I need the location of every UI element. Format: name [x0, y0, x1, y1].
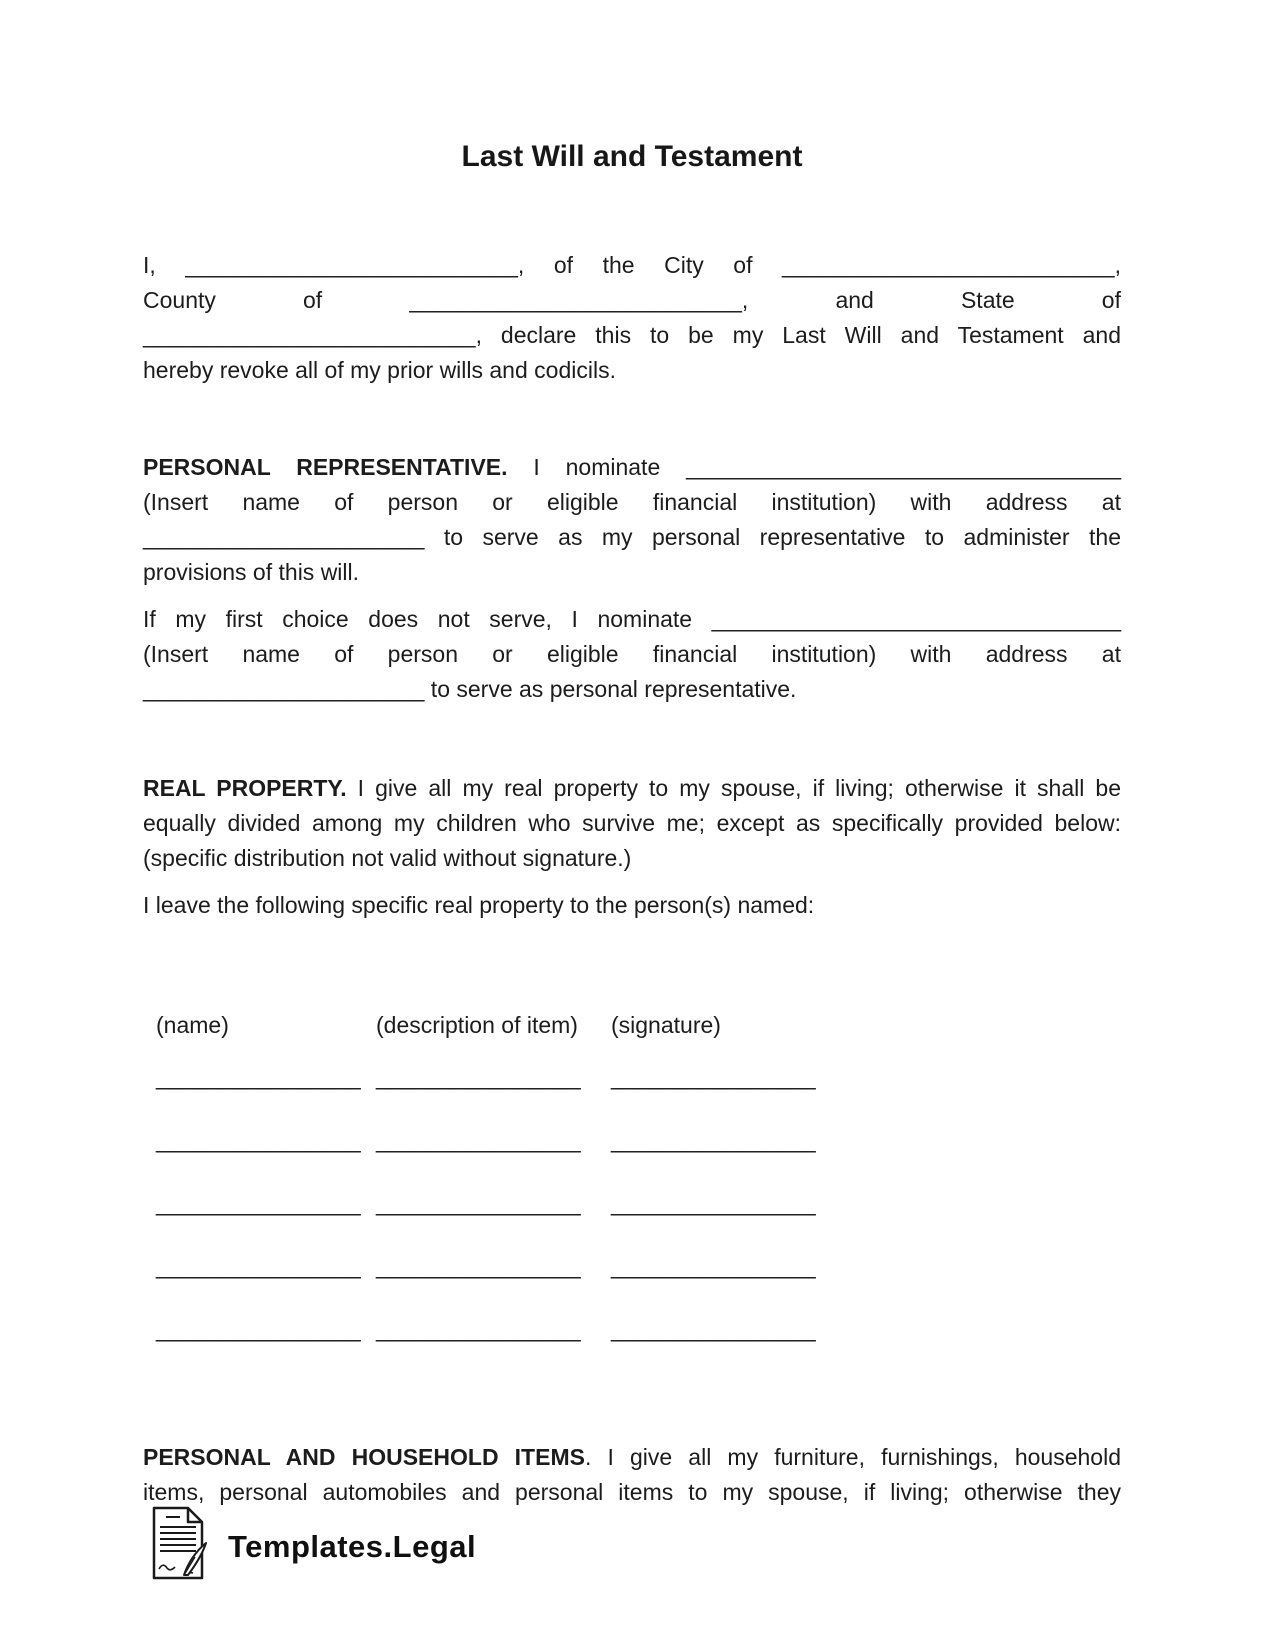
alternate-representative-line-2: (Insert name of person or eligible financial institution) with address at — [143, 641, 1121, 667]
specific-property-lead-in — [143, 888, 1121, 923]
blank-description-field: ________________ — [376, 1316, 581, 1342]
column-header-name: (name) — [156, 1012, 229, 1038]
blank-name-field: ________________ — [156, 1253, 361, 1279]
document-title: Last Will and Testament — [461, 140, 803, 173]
brand-name: Templates.Legal — [228, 1528, 477, 1564]
personal-household-heading: PERSONAL AND HOUSEHOLD ITEMS — [143, 1444, 585, 1470]
real-property-paragraph — [143, 771, 1121, 876]
document-with-pen-icon — [148, 1505, 208, 1588]
specific-property-table-rows — [156, 1060, 1121, 1375]
blank-signature-field: ________________ — [611, 1316, 816, 1342]
intro-paragraph — [143, 248, 1121, 388]
blank-signature-field: ________________ — [611, 1253, 816, 1279]
blank-description-field: ________________ — [376, 1064, 581, 1090]
blank-name-field: ________________ — [156, 1316, 361, 1342]
personal-representative-nominate-text: I nominate __________________________________ — [507, 454, 1122, 480]
specific-property-table-header — [156, 1008, 1121, 1043]
blank-name-field: ________________ — [156, 1064, 361, 1090]
column-header-signature: (signature) — [611, 1012, 721, 1038]
personal-household-line-1 — [143, 1440, 1121, 1475]
real-property-line-3: (specific distribution not valid without signature.) — [143, 845, 632, 871]
blank-signature-field: ________________ — [611, 1127, 816, 1153]
personal-household-items-paragraph — [143, 1440, 1121, 1510]
intro-line-1: I, __________________________, of the City of __________________________, — [143, 252, 1121, 278]
personal-representative-heading: PERSONAL REPRESENTATIVE. — [143, 454, 508, 480]
personal-representative-line-1 — [143, 450, 1121, 485]
personal-representative-paragraph — [143, 450, 1121, 590]
real-property-heading: REAL PROPERTY. — [143, 775, 347, 801]
blank-name-field: ________________ — [156, 1127, 361, 1153]
personal-representative-line-3: ______________________ to serve as my personal representative to administer the — [143, 524, 1121, 550]
alternate-representative-paragraph — [143, 602, 1121, 707]
table-row — [156, 1312, 1121, 1347]
personal-household-line-2: items, personal automobiles and personal items to my spouse, if living; otherwise they — [143, 1479, 1121, 1505]
intro-line-3: __________________________, declare this to be my Last Will and Testament and — [143, 322, 1121, 348]
footer-brand — [148, 1505, 476, 1588]
table-row — [156, 1186, 1121, 1221]
real-property-body-text: I give all my real property to my spouse, if living; otherwise it shall be — [346, 775, 1121, 801]
blank-description-field: ________________ — [376, 1127, 581, 1153]
real-property-line-1 — [143, 771, 1121, 806]
blank-signature-field: ________________ — [611, 1064, 816, 1090]
real-property-line-2: equally divided among my children who survive me; except as specifically provided below: — [143, 810, 1121, 836]
blank-name-field: ________________ — [156, 1190, 361, 1216]
personal-household-body-text: . I give all my furniture, furnishings, household — [584, 1444, 1121, 1470]
alternate-representative-line-1: If my first choice does not serve, I nominate ________________________________ — [143, 606, 1121, 632]
blank-description-field: ________________ — [376, 1190, 581, 1216]
personal-representative-line-4: provisions of this will. — [143, 559, 360, 585]
intro-line-2: County of __________________________, and State of — [143, 287, 1121, 313]
table-row — [156, 1123, 1121, 1158]
column-header-description: (description of item) — [376, 1012, 578, 1038]
intro-line-4: hereby revoke all of my prior wills and codicils. — [143, 357, 616, 383]
table-row — [156, 1249, 1121, 1284]
blank-description-field: ________________ — [376, 1253, 581, 1279]
personal-representative-line-2: (Insert name of person or eligible financial institution) with address at — [143, 489, 1121, 515]
alternate-representative-line-3: ______________________ to serve as personal representative. — [143, 676, 797, 702]
table-row — [156, 1060, 1121, 1095]
specific-property-lead-in-text: I leave the following specific real property to the person(s) named: — [143, 892, 815, 918]
blank-signature-field: ________________ — [611, 1190, 816, 1216]
